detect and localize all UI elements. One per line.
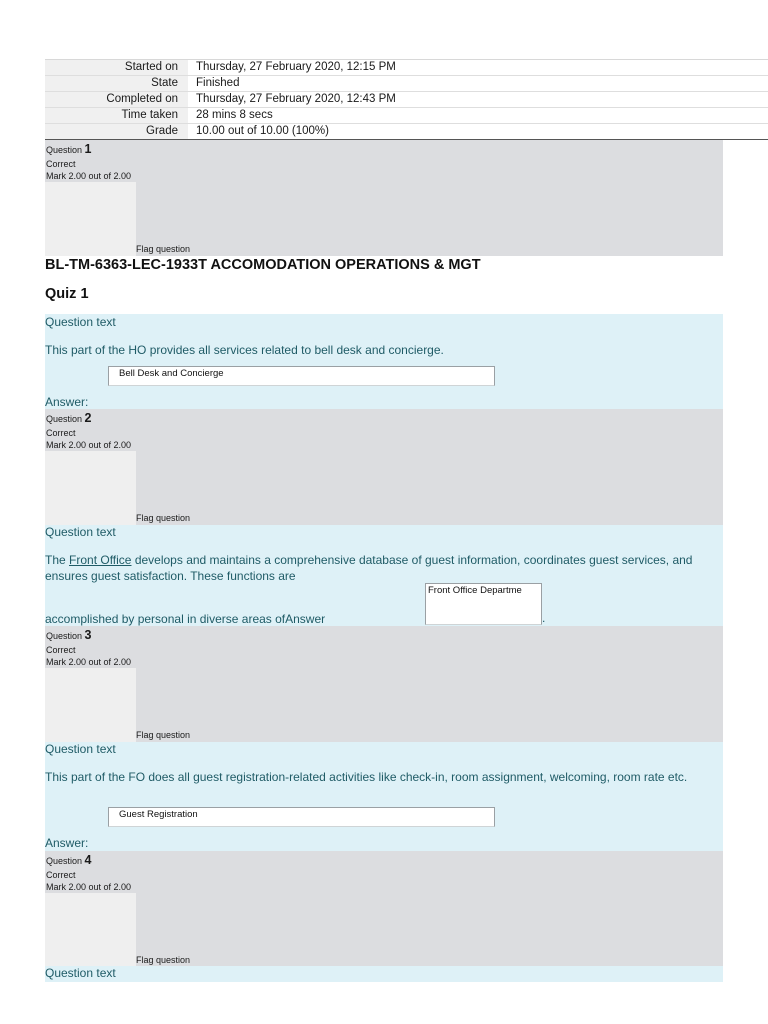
question-state: Correct bbox=[46, 159, 76, 169]
summary-value: 10.00 out of 10.00 (100%) bbox=[188, 124, 768, 139]
question-mark: Mark 2.00 out of 2.00 bbox=[46, 657, 132, 667]
summary-label: Time taken bbox=[45, 108, 188, 123]
question-text-label: Question text bbox=[45, 966, 116, 980]
info-side-panel bbox=[45, 893, 136, 967]
question-text-label: Question text bbox=[45, 315, 116, 329]
question-state: Correct bbox=[46, 428, 76, 438]
question-mark: Mark 2.00 out of 2.00 bbox=[46, 882, 132, 892]
answer-input[interactable]: Bell Desk and Concierge bbox=[108, 366, 495, 386]
front-office-link[interactable]: Front Office bbox=[69, 553, 132, 567]
question-state: Correct bbox=[46, 870, 76, 880]
question-text: The Front Office develops and maintains a comprehensive database of guest information, coordinates guest services, and ensures guest satisfaction. These functions are bbox=[45, 553, 693, 583]
quiz-title: Quiz 1 bbox=[45, 286, 89, 302]
answer-input[interactable]: Guest Registration bbox=[108, 807, 495, 827]
summary-value: Thursday, 27 February 2020, 12:15 PM bbox=[188, 60, 768, 75]
question-number: Question 1 bbox=[46, 142, 92, 156]
question-content-1 bbox=[45, 314, 723, 409]
summary-row-state bbox=[45, 76, 768, 92]
summary-value: Finished bbox=[188, 76, 768, 91]
question-text-continued: accomplished by personal in diverse areas ofAnswer bbox=[45, 612, 326, 626]
info-side-panel bbox=[45, 668, 136, 742]
question-state: Correct bbox=[46, 645, 76, 655]
flag-question-link[interactable]: Flag question bbox=[136, 730, 191, 740]
info-side-panel bbox=[45, 182, 136, 256]
summary-label: Started on bbox=[45, 60, 188, 75]
flag-question-link[interactable]: Flag question bbox=[136, 244, 191, 254]
flag-question-link[interactable]: Flag question bbox=[136, 955, 191, 965]
question-text-label: Question text bbox=[45, 525, 116, 539]
question-mark: Mark 2.00 out of 2.00 bbox=[46, 440, 132, 450]
question-number: Question 2 bbox=[46, 411, 92, 425]
question-text: This part of the HO provides all services related to bell desk and concierge. bbox=[45, 343, 444, 357]
summary-row-started bbox=[45, 60, 768, 76]
summary-label: Completed on bbox=[45, 92, 188, 107]
question-info-2 bbox=[45, 409, 723, 525]
attempt-summary-table bbox=[45, 59, 768, 140]
summary-row-completed bbox=[45, 92, 768, 108]
flag-question-link[interactable]: Flag question bbox=[136, 513, 191, 523]
summary-row-grade bbox=[45, 124, 768, 140]
question-content-3 bbox=[45, 742, 723, 851]
question-content-4 bbox=[45, 966, 723, 982]
question-info-4 bbox=[45, 851, 723, 967]
summary-row-time bbox=[45, 108, 768, 124]
question-content-2 bbox=[45, 525, 723, 626]
course-title: BL-TM-6363-LEC-1933T ACCOMODATION OPERATIONS & MGT bbox=[45, 257, 481, 273]
question-text: This part of the FO does all guest registration-related activities like check-in, room assignment, welcoming, room rate etc. bbox=[45, 770, 688, 784]
summary-label: State bbox=[45, 76, 188, 91]
question-number: Question 4 bbox=[46, 853, 92, 867]
trailing-period: . bbox=[542, 611, 546, 625]
answer-input[interactable]: Front Office Departme bbox=[425, 583, 542, 625]
question-number: Question 3 bbox=[46, 628, 92, 642]
question-info-3 bbox=[45, 626, 723, 742]
question-text-label: Question text bbox=[45, 742, 116, 756]
summary-value: Thursday, 27 February 2020, 12:43 PM bbox=[188, 92, 768, 107]
answer-label: Answer: bbox=[45, 836, 89, 850]
question-info-1 bbox=[45, 140, 723, 256]
info-side-panel bbox=[45, 451, 136, 525]
summary-value: 28 mins 8 secs bbox=[188, 108, 768, 123]
summary-label: Grade bbox=[45, 124, 188, 139]
answer-label: Answer: bbox=[45, 395, 89, 409]
question-mark: Mark 2.00 out of 2.00 bbox=[46, 171, 132, 181]
